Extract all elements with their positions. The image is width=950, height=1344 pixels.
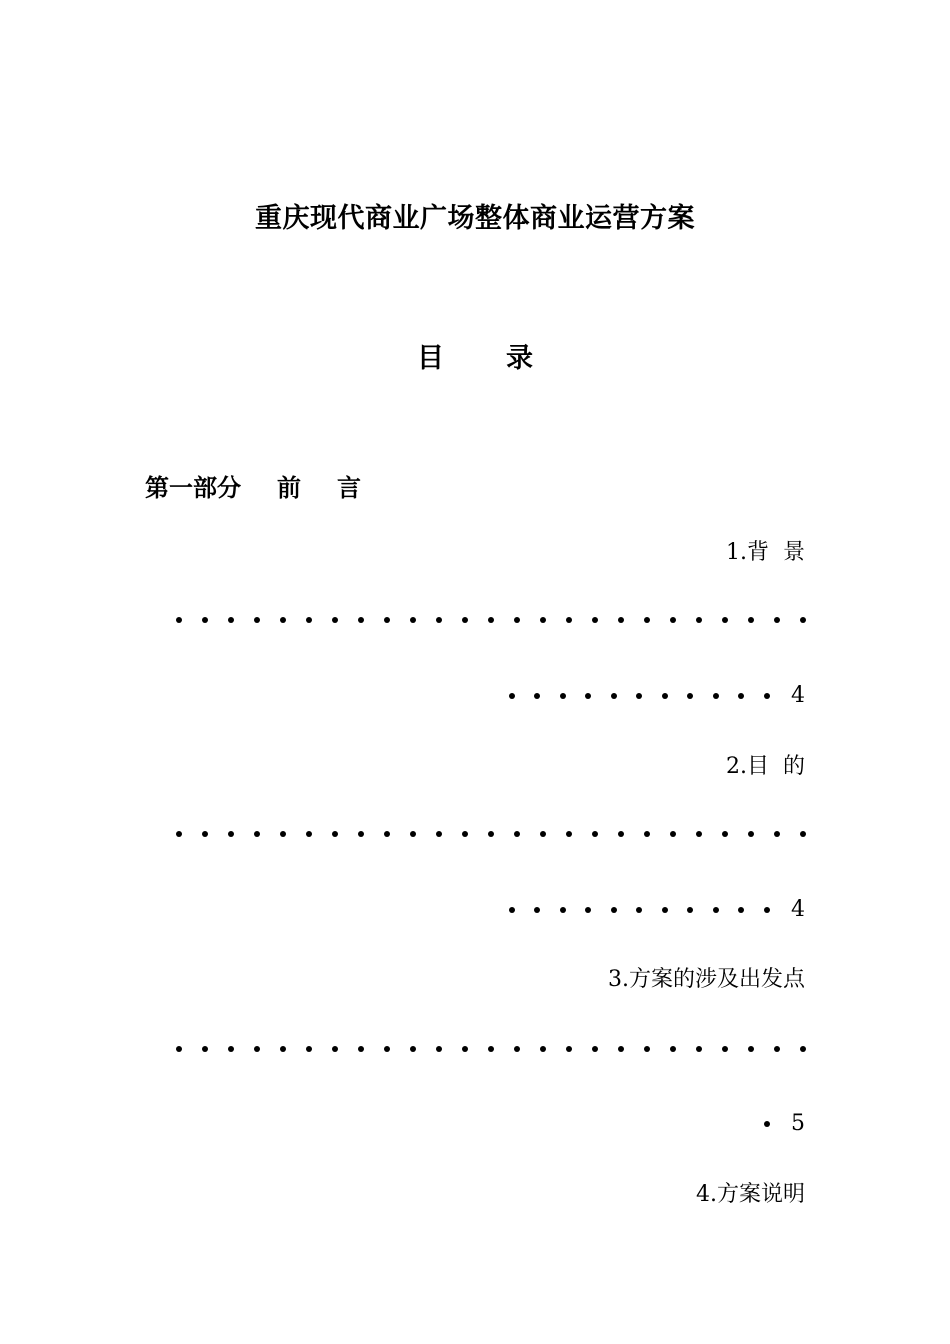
leader-dot [332,617,338,623]
leader-dot [358,617,364,623]
leader-dot [618,1046,624,1052]
leader-dot [764,693,770,699]
leader-dot [280,831,286,837]
leader-dot [670,617,676,623]
leader-dot [722,617,728,623]
leader-dot [436,831,442,837]
leader-dot [534,907,540,913]
leader-dot [696,1046,702,1052]
leader-dot [566,831,572,837]
leader-dot [687,693,693,699]
leader-dot [410,831,416,837]
leader-dot [644,617,650,623]
leader-dot [748,831,754,837]
leader-dot [748,1046,754,1052]
leader-dot [722,1046,728,1052]
leader-dot [566,1046,572,1052]
leader-dot [566,617,572,623]
leader-dot [738,907,744,913]
toc-heading [0,336,950,375]
part-one-title-char-2: 言 [337,473,361,502]
leader-dot [202,617,208,623]
leader-dot [540,1046,546,1052]
leader-dot [509,907,515,913]
toc-leader-dots [176,831,806,837]
leader-dot [488,831,494,837]
leader-dot [592,617,598,623]
leader-dot [662,907,668,913]
leader-dot [644,1046,650,1052]
leader-dot [254,1046,260,1052]
leader-dot [774,1046,780,1052]
toc-entry-label: 1.背 景 [726,540,805,565]
leader-dot [696,831,702,837]
leader-dot [384,831,390,837]
leader-dot [306,1046,312,1052]
toc-entry-label: 4.方案说明 [696,1182,805,1207]
leader-dot [800,1046,806,1052]
leader-dot [254,831,260,837]
leader-dot [585,907,591,913]
leader-dot [618,617,624,623]
toc-leader-dots [176,1046,806,1052]
leader-dot [774,617,780,623]
leader-dot [748,617,754,623]
leader-dot [738,693,744,699]
leader-dot [462,831,468,837]
leader-dot [774,831,780,837]
leader-dot [176,617,182,623]
leader-dot [585,693,591,699]
leader-dot [306,831,312,837]
leader-dot [611,907,617,913]
toc-entry-page: 5 [791,1111,805,1136]
leader-dot [540,617,546,623]
leader-dot [764,907,770,913]
leader-dot [636,907,642,913]
leader-dot [306,617,312,623]
toc-entry-tail [509,897,806,922]
leader-dot [800,617,806,623]
toc-entry-page: 4 [791,683,805,708]
leader-dot [560,907,566,913]
leader-dot [332,1046,338,1052]
leader-dot [384,617,390,623]
part-one-title-char-1: 前 [277,473,301,502]
leader-dot [176,831,182,837]
leader-dot [176,1046,182,1052]
toc-heading-right: 录 [506,343,533,374]
toc-entry-page: 4 [791,897,805,922]
leader-dot [618,831,624,837]
leader-dot [722,831,728,837]
leader-dot [436,617,442,623]
leader-dot [514,617,520,623]
leader-dot [514,831,520,837]
leader-dot [636,693,642,699]
leader-dot [713,907,719,913]
leader-dot [202,1046,208,1052]
leader-dot [384,1046,390,1052]
leader-dot [488,617,494,623]
leader-dot [462,617,468,623]
leader-dot [534,693,540,699]
leader-dot [410,617,416,623]
leader-dot [228,617,234,623]
leader-dot [764,1121,770,1127]
leader-dot [410,1046,416,1052]
toc-entry-label: 3.方案的涉及出发点 [608,967,805,992]
leader-dot [280,1046,286,1052]
leader-dot [670,831,676,837]
leader-dot [800,831,806,837]
leader-dot [687,907,693,913]
leader-dot [509,693,515,699]
leader-dot [514,1046,520,1052]
leader-dot [228,831,234,837]
leader-dot [436,1046,442,1052]
leader-dot [670,1046,676,1052]
leader-dot [488,1046,494,1052]
leader-dot [592,1046,598,1052]
document-title: 重庆现代商业广场整体商业运营方案 [255,203,695,234]
leader-dot [662,693,668,699]
leader-dot [332,831,338,837]
leader-dot [358,1046,364,1052]
leader-dot [592,831,598,837]
leader-dot [280,617,286,623]
leader-dot [228,1046,234,1052]
leader-dot [540,831,546,837]
toc-entry-tail [764,1111,806,1136]
toc-heading-left: 目 [417,343,444,374]
toc-leader-dots [176,617,806,623]
leader-dot [696,617,702,623]
leader-dot [611,693,617,699]
leader-dot [462,1046,468,1052]
part-one-heading [145,468,361,503]
leader-dot [254,617,260,623]
toc-entry-tail [509,683,806,708]
part-one-label: 第一部分 [145,473,241,502]
leader-dot [358,831,364,837]
leader-dot [713,693,719,699]
leader-dot [202,831,208,837]
toc-entry-label: 2.目 的 [726,754,805,779]
leader-dot [560,693,566,699]
leader-dot [644,831,650,837]
